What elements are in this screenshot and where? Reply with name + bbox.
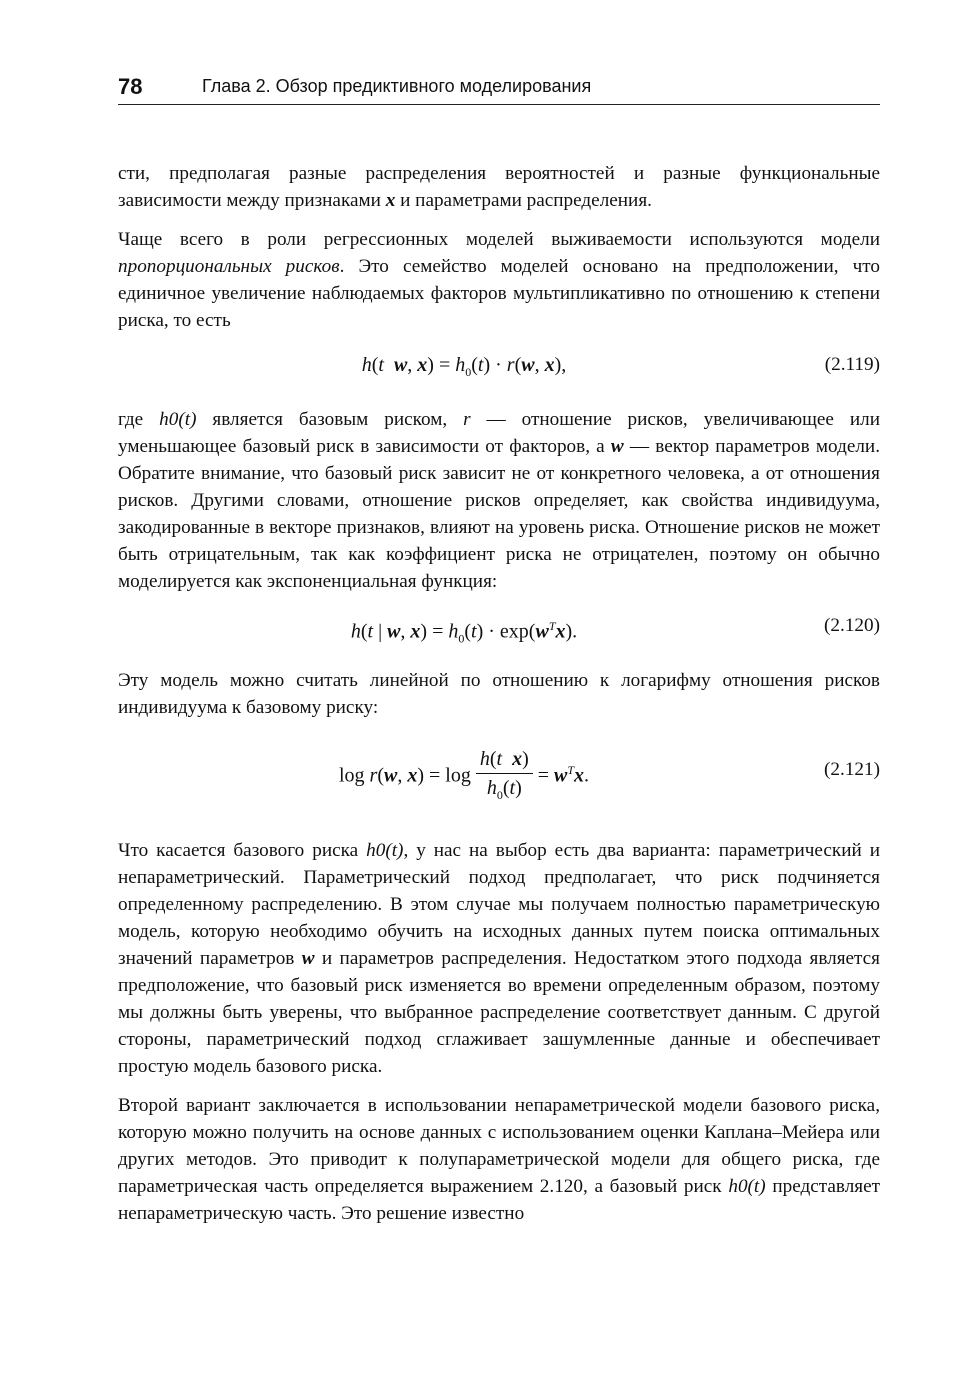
equation-2-119-number: (2.119) bbox=[824, 354, 880, 375]
math-h0t: h0(t) bbox=[366, 840, 404, 861]
equation-2-119 bbox=[118, 346, 880, 384]
page-number: 78 bbox=[118, 74, 143, 99]
paragraph-6: Второй вариант заключается в использовании непараметрической модели базового риска, которую можно получить на основе данных с использованием оценки Каплана–Мейера или других методов. Это приводит к полупараметрической модели для общего риска, где параметрическая часть определяется выражением 2.120, а базовый риск h0(t) представляет непараметрическую часть. Это решение известно bbox=[118, 1095, 881, 1224]
equation-2-120-number: (2.120) bbox=[824, 615, 880, 636]
math-w: w bbox=[610, 436, 624, 457]
paragraph-3: где h0(t) является базовым риском, r — отношение рисков, увеличивающее или уменьшающее базовый риск в зависимости от факторов, а w — вектор параметров модели. Обратите внимание, что базовый риск зависит не от конкретного человека, а от отношения рисков. Другими словами, отношение рисков определяет, как свойства индивидуума, закодированные в векторе признаков, влияют на уровень риска. Отношение рисков не может быть отрицательным, так как коэффициент риска не отрицателен, поэтому он обычно моделируется как экспоненциальная функция: bbox=[118, 409, 881, 592]
equation-2-121 bbox=[118, 733, 880, 807]
math-var-x: x bbox=[385, 190, 396, 211]
equation-2-121-formula: log r(w, x) = log $\frac{\text{h(t x)}}{h_0(t)}$ = $w^Tx$. bbox=[118, 733, 810, 813]
chapter-title: Глава 2. Обзор предиктивного моделирования bbox=[202, 76, 592, 96]
paragraph-1: сти, предполагая разные распределения вероятностей и разные функциональные зависимости между признаками x и параметрами распределения. bbox=[118, 163, 880, 211]
equation-2-121-number: (2.121) bbox=[824, 759, 880, 780]
term-proportional-hazards: пропорциональных рисков bbox=[118, 256, 340, 277]
paragraph-2: Чаще всего в роли регрессионных моделей выживаемости используются модели пропорциональных рисков. Это семейство моделей основано на предположении, что единичное увеличение наблюдаемых факторов мультипликативно по отношению к степени риска, то есть bbox=[118, 229, 880, 331]
paragraph-4: Эту модель можно считать линейной по отношению к логарифму отношения рисков индивидуума к базовому риску: bbox=[118, 670, 880, 718]
page-header bbox=[118, 74, 880, 105]
page-body bbox=[118, 160, 880, 1239]
equation-2-120-formula: h(t | w, $x) = h_0(t) \cdot \exp(w^Tx)$. bbox=[350, 619, 578, 646]
paragraph-5: Что касается базового риска h0(t), у нас на выбор есть два варианта: параметрический и непараметрический. Параметрический подход предполагает, что риск подчиняется определенному распределению. В этом случае мы получаем полностью параметрическую модель, которую необходимо обучить на исходных данных путем поиска оптимальных значений параметров w и параметров распределения. Недостатком этого подхода является предположение, что базовый риск изменяется во времени определенным образом, поэтому мы должны быть уверены, что выбранное распределение соответствует данным. С другой стороны, параметрический подход сглаживает зашумленные данные и обеспечивает простую модель базового риска. bbox=[118, 840, 881, 1077]
math-h0t: h0(t) bbox=[728, 1176, 766, 1197]
math-w: w bbox=[301, 948, 315, 969]
fraction: $\frac{\text{h(t x)}}{h_0(t)}$ bbox=[476, 745, 533, 809]
math-r: r bbox=[463, 409, 471, 430]
math-h0t: h0(t) bbox=[159, 409, 197, 430]
equation-2-120 bbox=[118, 607, 880, 645]
equation-2-119-formula: h(t w, $x) = h_0(t) \cdot r(w$, x), bbox=[361, 354, 567, 379]
